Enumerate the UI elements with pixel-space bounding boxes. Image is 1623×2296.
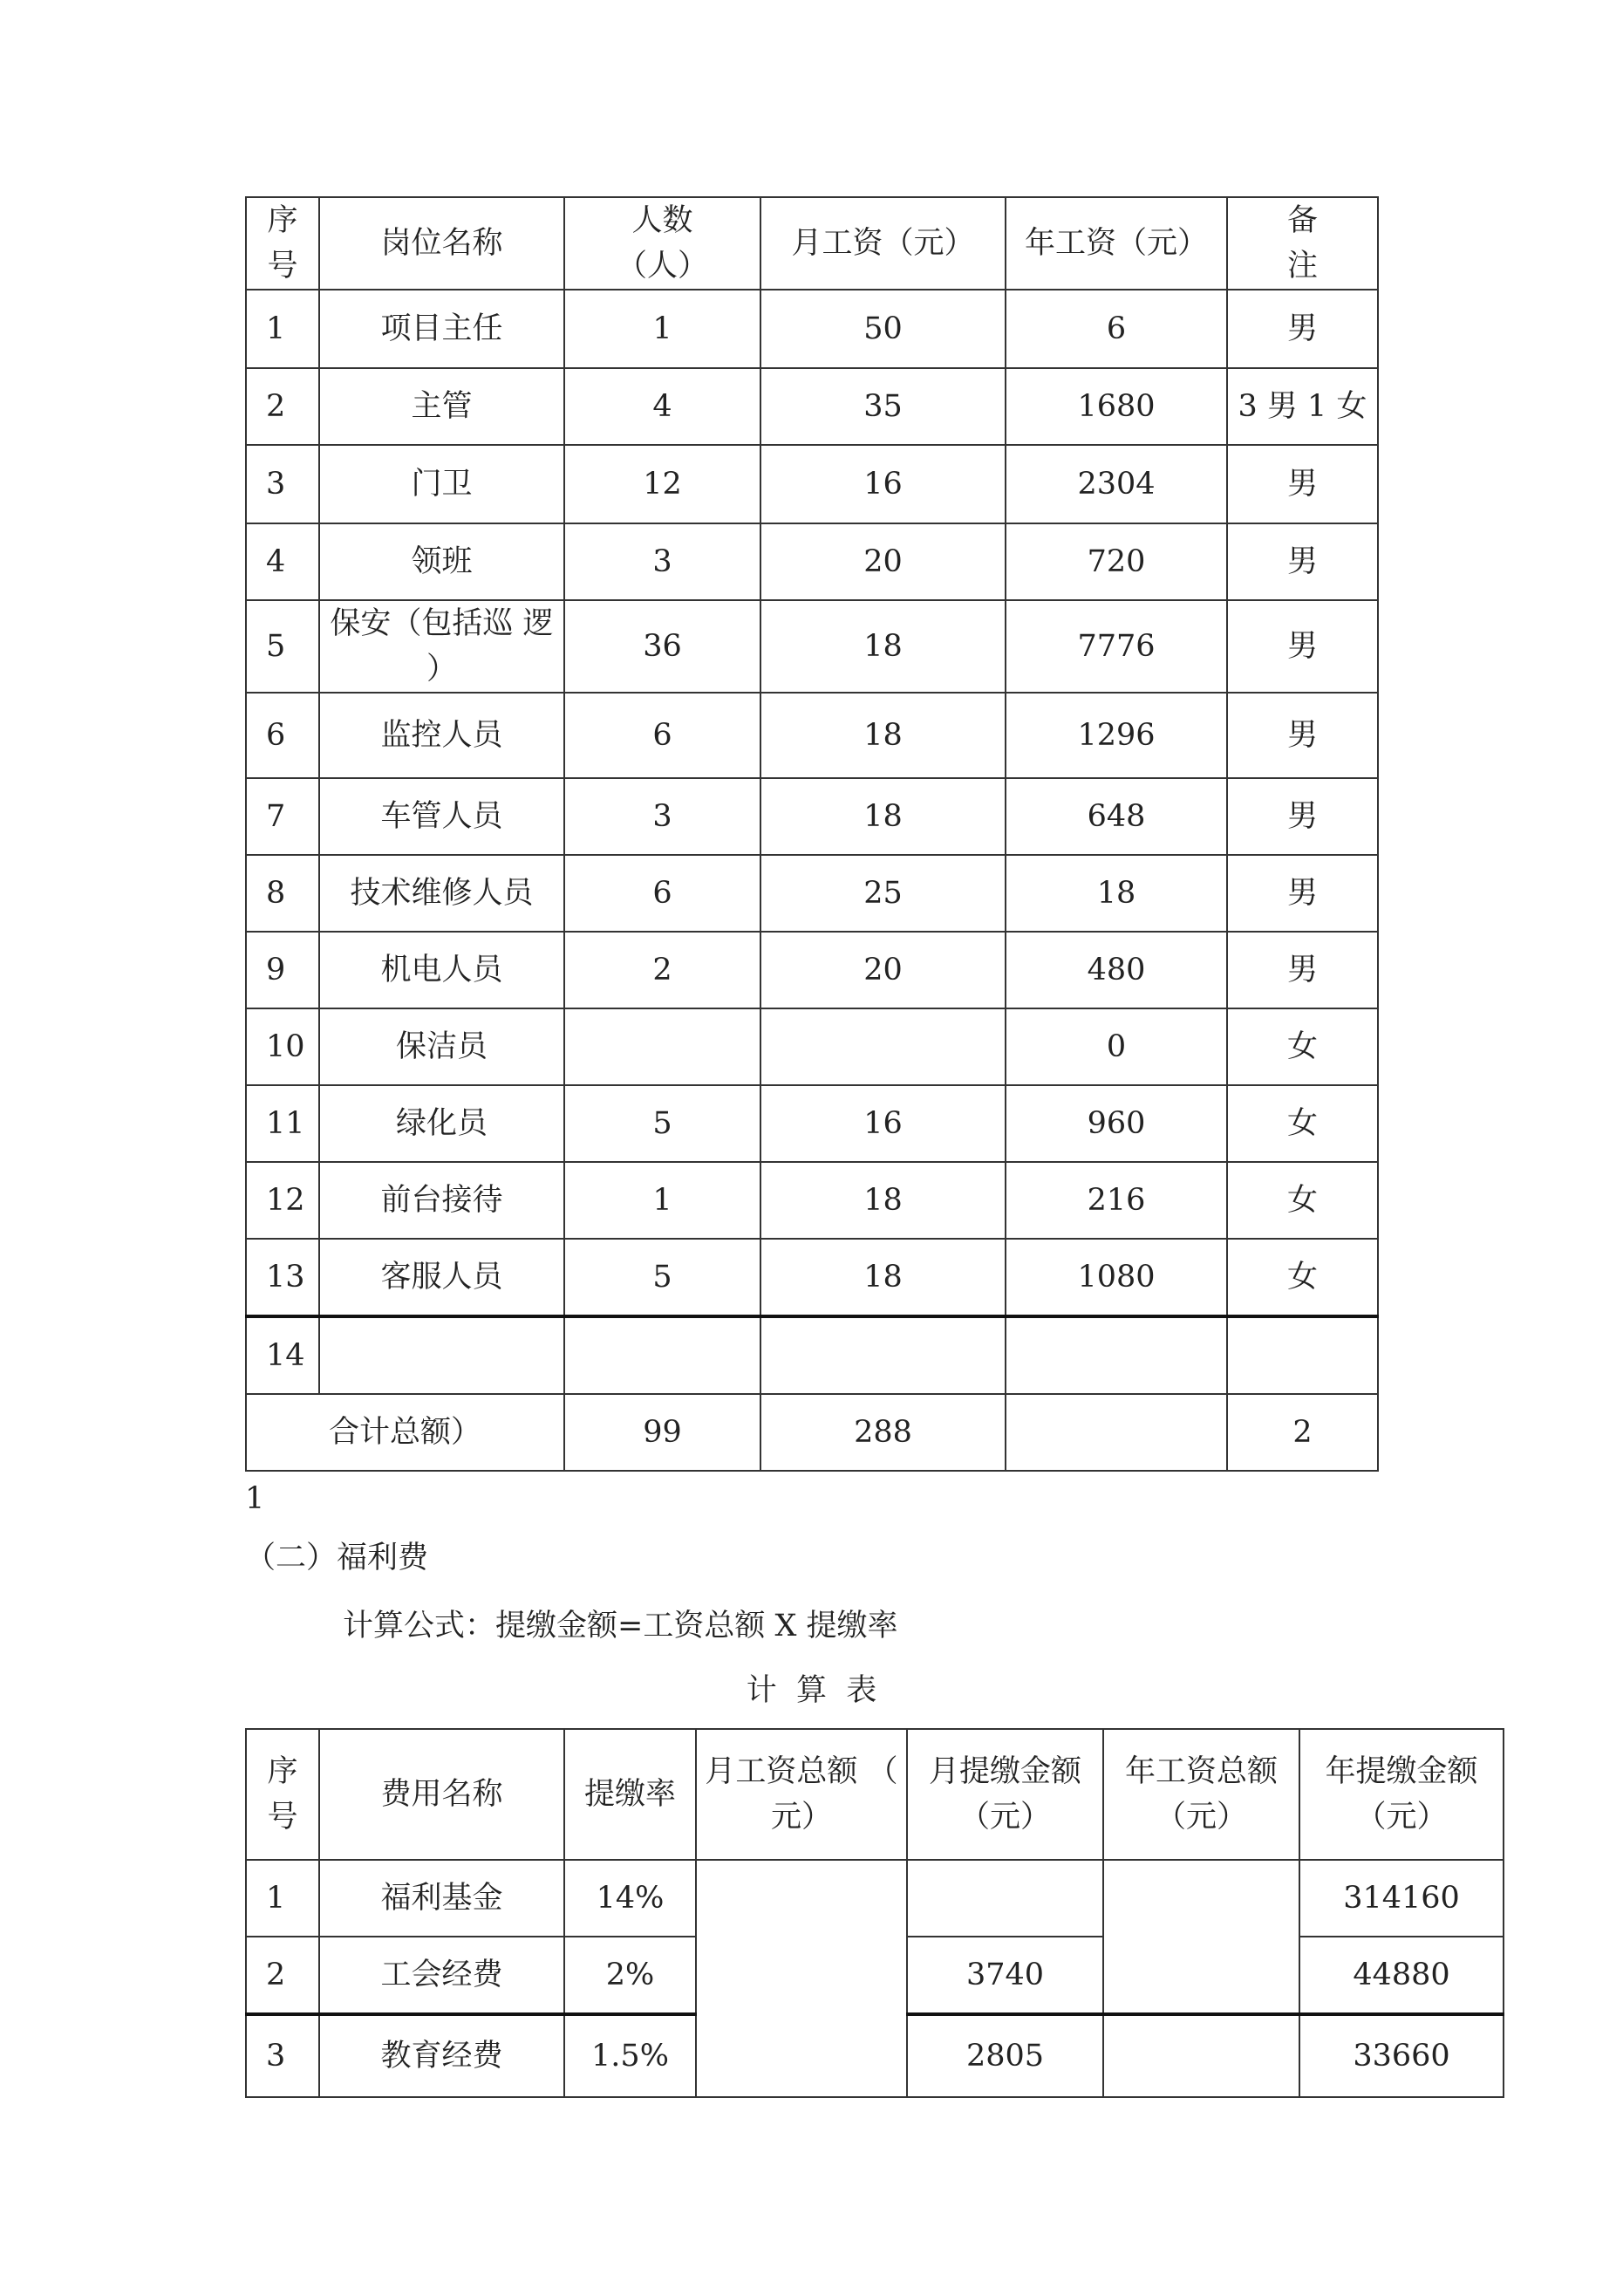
table-cell: 门卫 — [319, 445, 564, 523]
table-cell: 1 — [564, 1162, 760, 1239]
column-header: 年提缴金额 （元） — [1299, 1729, 1504, 1860]
table-row — [246, 693, 1378, 778]
table-cell — [760, 1008, 1006, 1085]
table-cell: 20 — [760, 932, 1006, 1008]
table-cell: 3 — [246, 2014, 319, 2097]
column-header: 费用名称 — [319, 1729, 564, 1860]
staff-salary-table — [245, 196, 1379, 1472]
table-cell: 8 — [246, 855, 319, 932]
table-cell: 6 — [564, 693, 760, 778]
table-cell: 480 — [1006, 932, 1227, 1008]
table-cell: 1.5% — [564, 2014, 696, 2097]
table-cell: 6 — [246, 693, 319, 778]
table-cell: 2 — [246, 368, 319, 445]
table-cell: 33660 — [1299, 2014, 1504, 2097]
table-cell — [1103, 1860, 1299, 2014]
table-cell: 男 — [1227, 523, 1378, 600]
column-header: 月工资（元） — [760, 197, 1006, 290]
table-cell: 6 — [1006, 290, 1227, 368]
table-cell: 12 — [246, 1162, 319, 1239]
table-row — [246, 523, 1378, 600]
table-cell: 主管 — [319, 368, 564, 445]
table-cell: 1296 — [1006, 693, 1227, 778]
table-cell: 技术维修人员 — [319, 855, 564, 932]
table-cell: 11 — [246, 1085, 319, 1162]
table-cell: 16 — [760, 445, 1006, 523]
table-row — [246, 1316, 1378, 1394]
table-cell: 教育经费 — [319, 2014, 564, 2097]
table-cell: 车管人员 — [319, 778, 564, 855]
table-cell: 女 — [1227, 1239, 1378, 1316]
table-cell: 3 — [564, 778, 760, 855]
table-cell: 男 — [1227, 855, 1378, 932]
table-cell: 35 — [760, 368, 1006, 445]
column-header: 序 号 — [246, 1729, 319, 1860]
table-cell: 男 — [1227, 600, 1378, 693]
table-cell: 保洁员 — [319, 1008, 564, 1085]
table-cell: 1 — [246, 1860, 319, 1937]
total-cell — [1006, 1394, 1227, 1471]
table-row — [246, 855, 1378, 932]
table-cell: 36 — [564, 600, 760, 693]
table-cell: 机电人员 — [319, 932, 564, 1008]
table-cell: 2 — [246, 1937, 319, 2014]
table-cell: 14% — [564, 1860, 696, 1937]
table-row — [246, 1085, 1378, 1162]
table-cell: 648 — [1006, 778, 1227, 855]
table-cell: 领班 — [319, 523, 564, 600]
table-cell: 3740 — [907, 1937, 1103, 2014]
table-cell: 监控人员 — [319, 693, 564, 778]
table-cell: 女 — [1227, 1008, 1378, 1085]
table-cell: 男 — [1227, 932, 1378, 1008]
table-cell: 2304 — [1006, 445, 1227, 523]
welfare-header-row — [246, 1729, 1504, 1860]
table-cell: 1 — [246, 290, 319, 368]
section-title: （二）福利费 — [245, 1541, 429, 1575]
table-cell: 1 — [564, 290, 760, 368]
column-header: 月提缴金额 （元） — [907, 1729, 1103, 1860]
table-cell: 2805 — [907, 2014, 1103, 2097]
column-header: 提缴率 — [564, 1729, 696, 1860]
total-cell: 288 — [760, 1394, 1006, 1471]
table-cell: 3 — [246, 445, 319, 523]
table-cell: 4 — [246, 523, 319, 600]
table-cell: 5 — [246, 600, 319, 693]
table-cell: 3 — [564, 523, 760, 600]
table-cell: 女 — [1227, 1085, 1378, 1162]
table-cell: 2% — [564, 1937, 696, 2014]
footnote: 1 — [245, 1481, 265, 1516]
table-cell: 1080 — [1006, 1239, 1227, 1316]
table-row — [246, 1162, 1378, 1239]
welfare-calc-table — [245, 1728, 1504, 2098]
table-cell: 客服人员 — [319, 1239, 564, 1316]
column-header: 序 号 — [246, 197, 319, 290]
calc-table-title: 计 算 表 — [746, 1673, 877, 1708]
table-cell: 9 — [246, 932, 319, 1008]
table-cell: 44880 — [1299, 1937, 1504, 2014]
table-cell: 960 — [1006, 1085, 1227, 1162]
table-cell: 16 — [760, 1085, 1006, 1162]
table-cell — [1227, 1316, 1378, 1394]
table-cell: 5 — [564, 1085, 760, 1162]
table-cell: 福利基金 — [319, 1860, 564, 1937]
table-cell: 女 — [1227, 1162, 1378, 1239]
column-header: 年工资总额 （元） — [1103, 1729, 1299, 1860]
table-cell: 6 — [564, 855, 760, 932]
table-row — [246, 932, 1378, 1008]
column-header: 月工资总额 （ 元） — [696, 1729, 907, 1860]
table-cell: 0 — [1006, 1008, 1227, 1085]
table-row — [246, 600, 1378, 693]
table-row — [246, 1008, 1378, 1085]
table-cell — [1103, 2014, 1299, 2097]
table-cell: 绿化员 — [319, 1085, 564, 1162]
total-cell: 99 — [564, 1394, 760, 1471]
table-cell: 18 — [760, 600, 1006, 693]
table-cell: 18 — [760, 778, 1006, 855]
table-cell: 18 — [760, 1239, 1006, 1316]
total-label: 合计总额） — [246, 1394, 564, 1471]
column-header: 备 注 — [1227, 197, 1378, 290]
table-cell: 项目主任 — [319, 290, 564, 368]
column-header: 岗位名称 — [319, 197, 564, 290]
table-cell: 18 — [1006, 855, 1227, 932]
table-cell — [1006, 1316, 1227, 1394]
table-cell: 13 — [246, 1239, 319, 1316]
table-cell: 2 — [564, 932, 760, 1008]
table-row — [246, 290, 1378, 368]
table-cell: 18 — [760, 1162, 1006, 1239]
column-header: 年工资（元） — [1006, 197, 1227, 290]
table-row — [246, 445, 1378, 523]
table-row — [246, 1860, 1504, 1937]
total-cell: 2 — [1227, 1394, 1378, 1471]
table-cell: 男 — [1227, 693, 1378, 778]
table-cell: 男 — [1227, 290, 1378, 368]
table-cell: 25 — [760, 855, 1006, 932]
table-cell: 20 — [760, 523, 1006, 600]
staff-header-row — [246, 197, 1378, 290]
table-cell: 5 — [564, 1239, 760, 1316]
table-cell — [564, 1316, 760, 1394]
table-cell: 50 — [760, 290, 1006, 368]
table-cell: 3 男 1 女 — [1227, 368, 1378, 445]
table-cell: 1680 — [1006, 368, 1227, 445]
total-row — [246, 1394, 1378, 1471]
table-cell: 7 — [246, 778, 319, 855]
table-cell: 男 — [1227, 778, 1378, 855]
table-cell: 前台接待 — [319, 1162, 564, 1239]
table-cell: 314160 — [1299, 1860, 1504, 1937]
table-cell — [907, 1860, 1103, 1937]
table-cell: 7776 — [1006, 600, 1227, 693]
column-header: 人数 （人） — [564, 197, 760, 290]
table-cell: 14 — [246, 1316, 319, 1394]
table-cell — [319, 1316, 564, 1394]
table-cell: 720 — [1006, 523, 1227, 600]
table-cell: 10 — [246, 1008, 319, 1085]
table-cell: 工会经费 — [319, 1937, 564, 2014]
table-row — [246, 1239, 1378, 1316]
table-row — [246, 778, 1378, 855]
table-cell: 男 — [1227, 445, 1378, 523]
table-cell: 216 — [1006, 1162, 1227, 1239]
table-row — [246, 368, 1378, 445]
table-cell — [760, 1316, 1006, 1394]
table-cell — [696, 1860, 907, 2097]
formula: 计算公式：提缴金额=工资总额 X 提缴率 — [343, 1609, 898, 1643]
table-cell: 保安（包括巡 逻 ） — [319, 600, 564, 693]
table-cell: 4 — [564, 368, 760, 445]
table-cell: 18 — [760, 693, 1006, 778]
table-cell — [564, 1008, 760, 1085]
table-cell: 12 — [564, 445, 760, 523]
